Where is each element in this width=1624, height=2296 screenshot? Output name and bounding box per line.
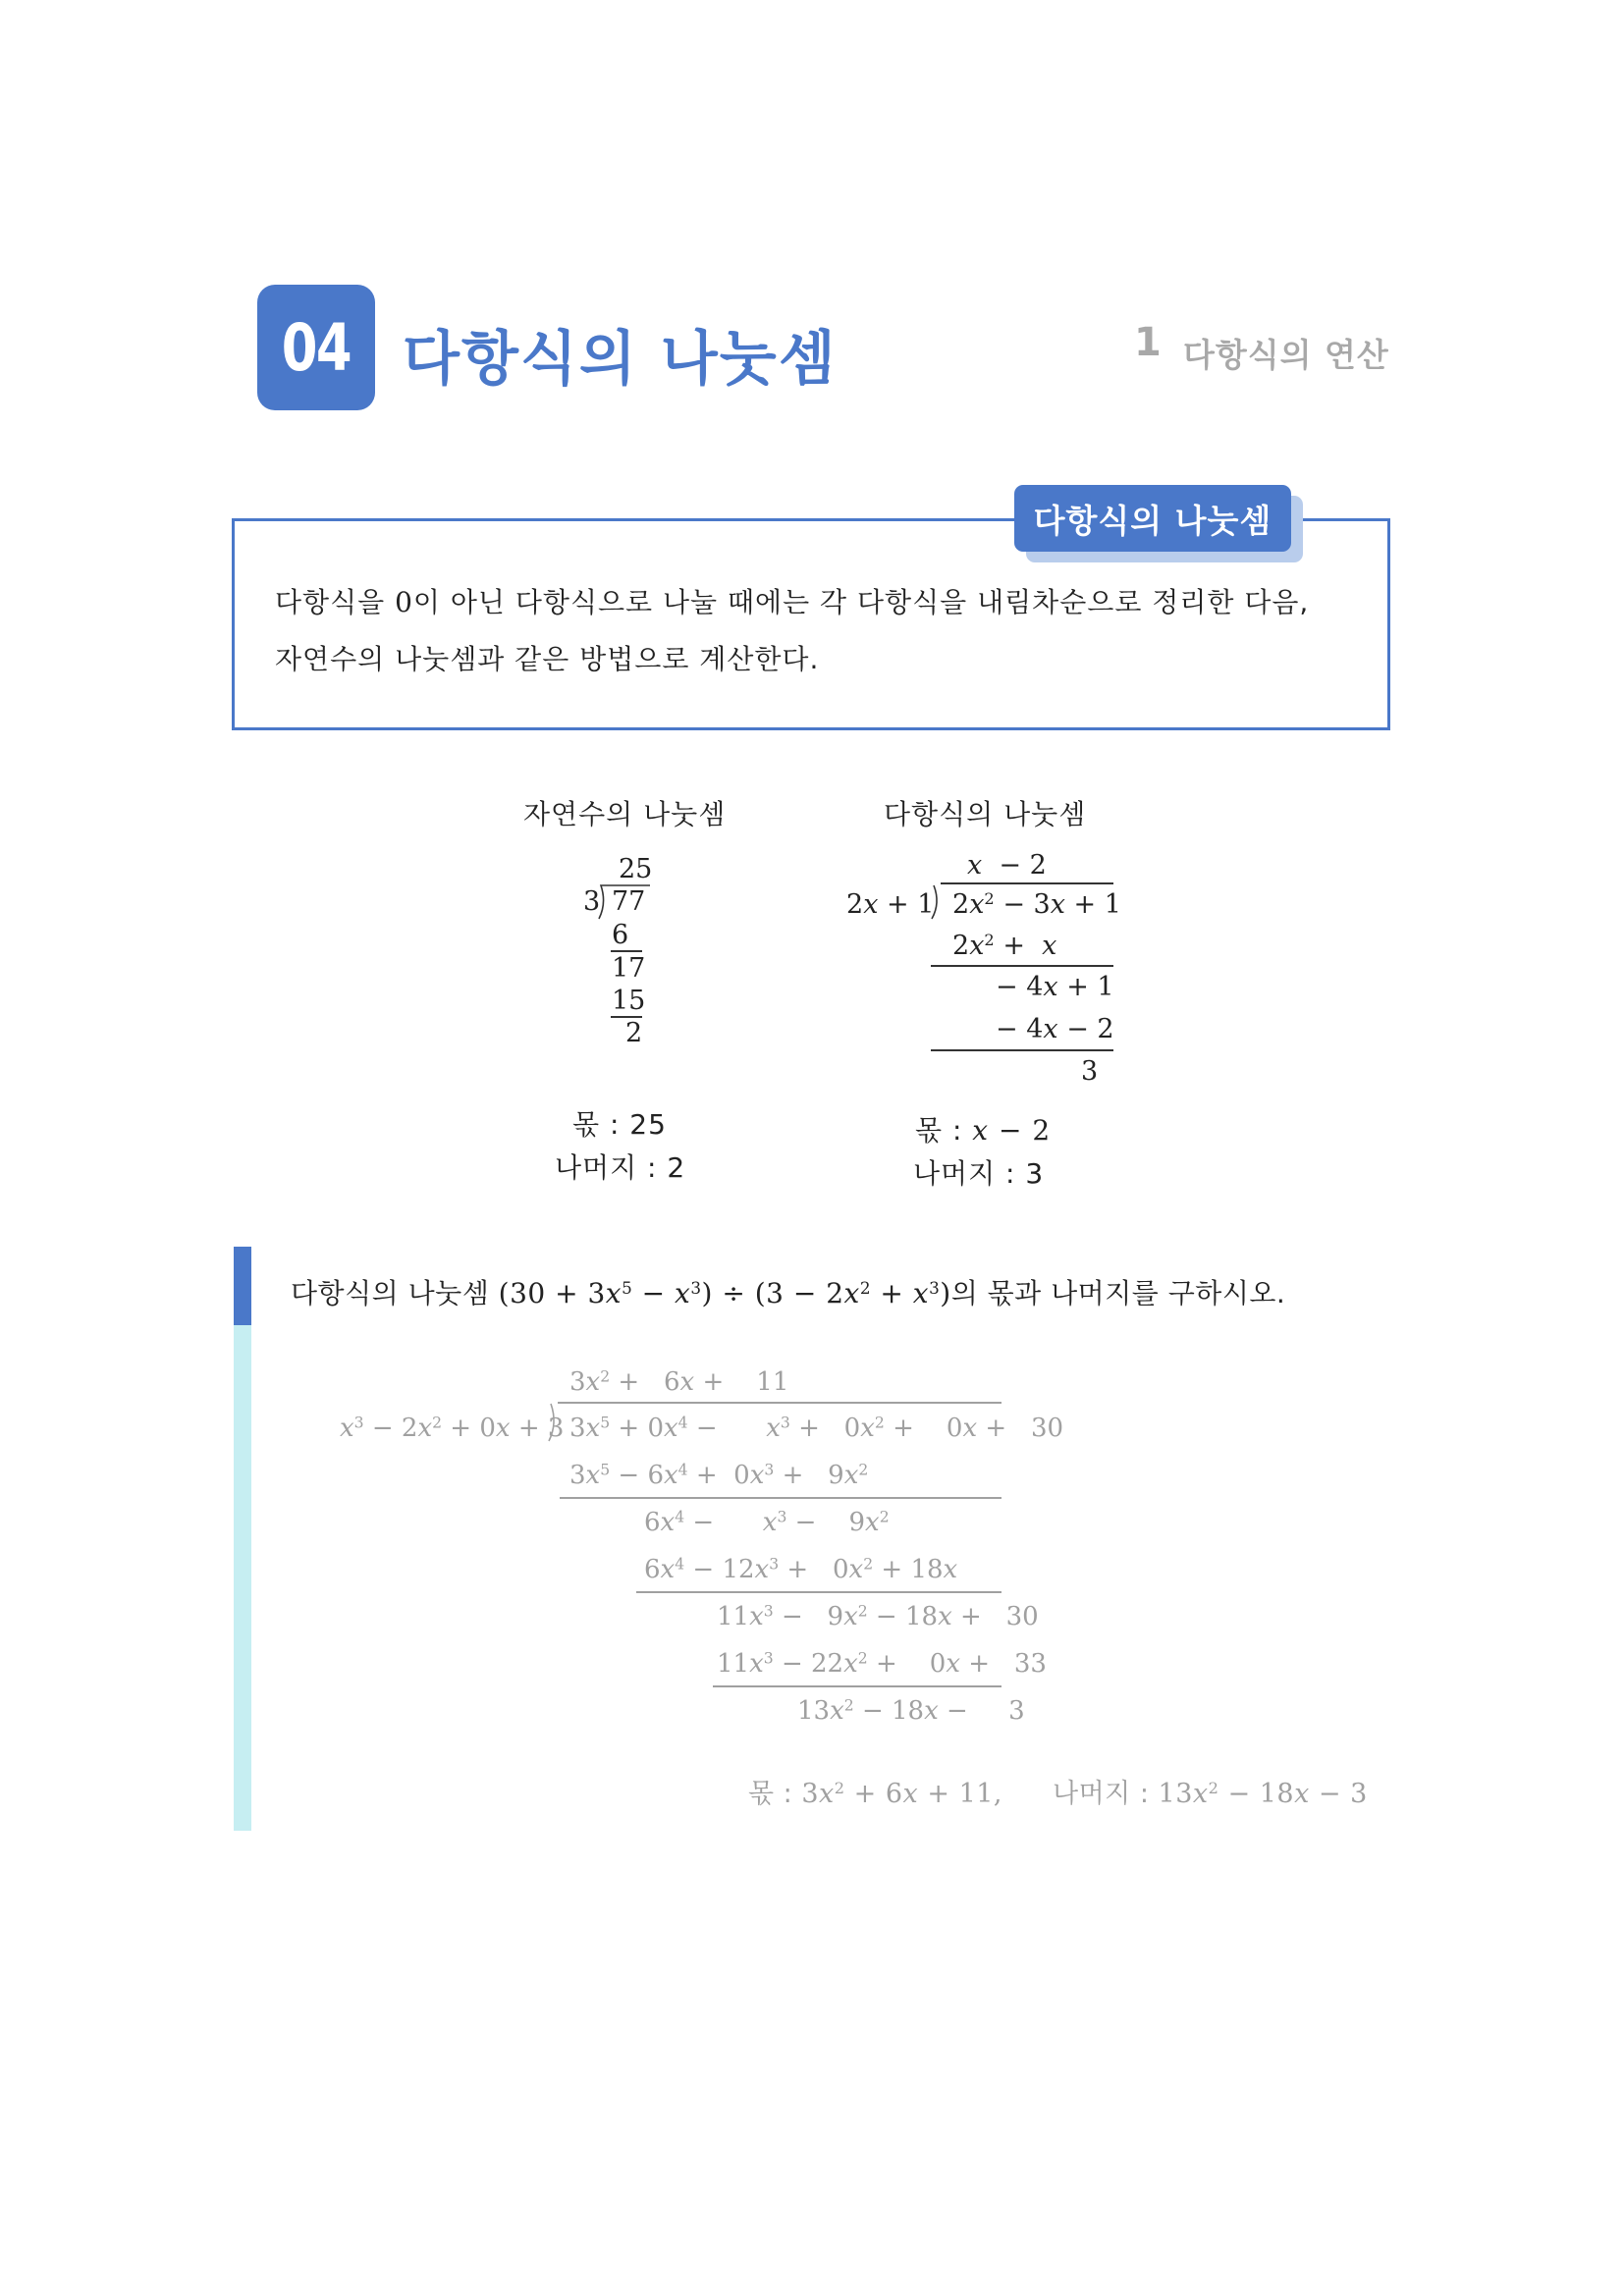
solution-step-1: $3x^5 - 6x^4 + 0x^3 + 9x^2$ — [569, 1461, 869, 1490]
poly-step-2: − 4x + 1 — [996, 972, 1114, 1002]
poly-quotient: x − 2 — [967, 850, 1047, 881]
solution-division-bracket — [546, 1402, 566, 1445]
concept-text-line-2: 자연수의 나눗셈과 같은 방법으로 계산한다. — [275, 643, 820, 675]
page-title: 다항식의 나눗셈 — [403, 325, 838, 394]
natural-remainder: 2 — [625, 1018, 643, 1048]
natural-quotient: 25 — [619, 854, 653, 884]
poly-quotient-rule — [941, 882, 1113, 884]
solution-rule-3 — [713, 1685, 1001, 1687]
solution-step-4: $11x^3 - 9x^2 - 18x + 30$ — [717, 1602, 1039, 1631]
poly-step-3: − 4x − 2 — [996, 1014, 1114, 1044]
solution-step-5: $11x^3 - 22x^2$ + 0x + 33 — [717, 1649, 1047, 1679]
solution-quotient-rule — [558, 1402, 1001, 1404]
natural-step-1: 6 — [612, 920, 629, 950]
problem-sidebar-accent — [234, 1247, 251, 1325]
chapter-title: 다항식의 연산 — [1183, 336, 1389, 374]
solution-rule-1 — [560, 1497, 1001, 1499]
solution-step-2: $6x^4$ − $x^3$ − $9x^2$ — [644, 1508, 890, 1537]
natural-divisor: 3 — [583, 886, 601, 917]
solution-quotient: $3x^2 + 6x$ + 11 — [569, 1367, 789, 1397]
solution-dividend: $3x^5 + 0x^4$ − $x^3 + 0x^2$ + 0x + 30 — [569, 1414, 1064, 1443]
natural-step-2: 17 — [612, 953, 646, 984]
concept-label: 다항식의 나눗셈 — [1014, 485, 1291, 552]
solution-remainder: $13x^2 - 18x$ − 3 — [797, 1696, 1025, 1726]
poly-rule-2 — [931, 1049, 1113, 1051]
poly-rule-1 — [931, 965, 1113, 967]
solution-rule-2 — [636, 1591, 1001, 1593]
problem-sidebar-light — [234, 1325, 251, 1831]
answer-remainder: 나머지 : $13x^2 - 18x - 3$ — [1053, 1779, 1368, 1809]
answer-quotient: 몫 : $3x^2 + 6x + 11$, — [748, 1779, 1003, 1809]
poly-division-bracket — [929, 883, 948, 923]
poly-step-1: $2x^2 + x$ — [952, 931, 1057, 961]
chapter-number: 1 — [1134, 320, 1162, 365]
solution-divisor: $x^3 - 2x^2 + 0x + 3$ — [340, 1414, 565, 1443]
natural-quotient-label: 몫 : 25 — [572, 1108, 667, 1141]
poly-dividend: $2x^2 - 3x + 1$ — [952, 889, 1121, 920]
solution-step-3: $6x^4 - 12x^3 + 0x^2 + 18x$ — [644, 1555, 958, 1584]
poly-quotient-label: 몫 : x − 2 — [915, 1114, 1052, 1147]
natural-remainder-label: 나머지 : 2 — [555, 1151, 686, 1184]
poly-remainder-label: 나머지 : 3 — [913, 1157, 1045, 1190]
concept-text-line-1: 다항식을 0이 아닌 다항식으로 나눌 때에는 각 다항식을 내림차순으로 정리한 다음, — [275, 586, 1310, 618]
problem-statement: 다항식의 나눗셈 $(30 + 3x^5 - x^3) \div (3 - 2x^2 + x^3)$의 몫과 나머지를 구하시오. — [291, 1277, 1286, 1309]
section-number-badge: 04 — [257, 285, 375, 410]
natural-rule-1 — [611, 950, 642, 952]
natural-division-title: 자연수의 나눗셈 — [523, 798, 727, 830]
poly-divisor: 2x + 1 — [846, 889, 935, 920]
poly-division-title: 다항식의 나눗셈 — [884, 798, 1087, 830]
poly-remainder: 3 — [1081, 1056, 1099, 1087]
natural-step-3: 15 — [612, 986, 646, 1016]
natural-dividend: 77 — [612, 886, 646, 917]
